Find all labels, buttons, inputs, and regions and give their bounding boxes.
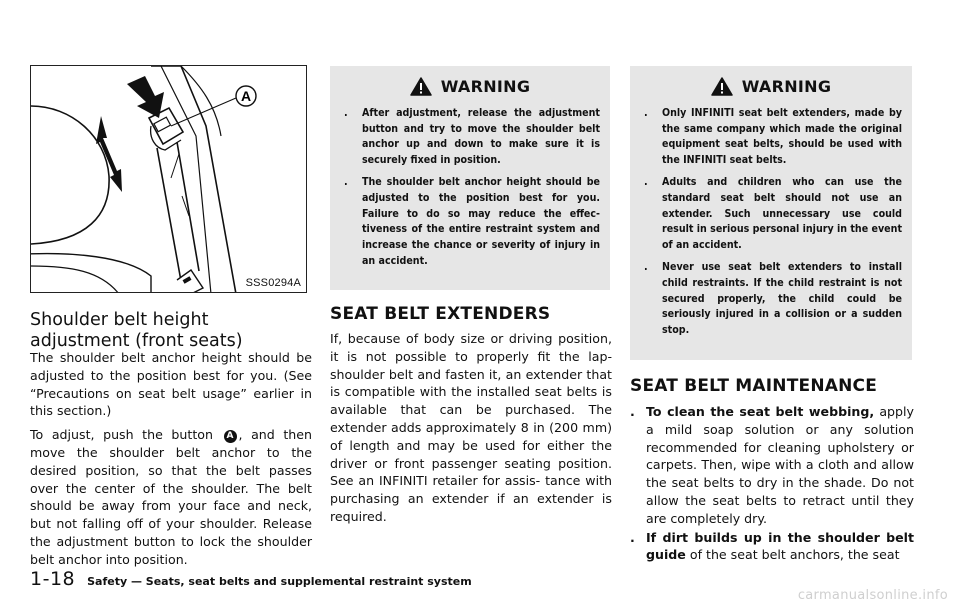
text-span: To adjust, push the button (30, 427, 222, 443)
watermark: carmanualsonline.info (797, 588, 948, 603)
section-title-extenders: SEAT BELT EXTENDERS (330, 304, 551, 324)
bullet-icon: . (644, 176, 648, 189)
warning-header (330, 66, 610, 106)
list-item-lead: If dirt builds up in the shoulder belt guide (646, 529, 914, 563)
list-item-text: Adults and children who can use the standard seat belt should not use an extender. Such unnecessary use could result in serious personal injury in the event of an accident. (662, 176, 902, 252)
section-title-shoulder-belt: Shoulder belt height adjustment (front seats) (30, 310, 243, 351)
paragraph-adjust (30, 426, 312, 568)
warning-box-adjustment (330, 66, 610, 290)
illustration-figure (30, 65, 307, 293)
warning-icon (711, 77, 733, 96)
warning-heading: WARNING (741, 76, 832, 96)
section-title-maintenance: SEAT BELT MAINTENANCE (630, 376, 878, 396)
maintenance-list (630, 403, 914, 565)
list-item (340, 106, 600, 169)
list-item-text: Only INFINITI seat belt extenders, made by the same company which made the original equipment seat belts, should be used with the INFINITI seat belts. (662, 107, 902, 167)
bullet-icon: . (630, 529, 635, 545)
page-number: 1-18 (30, 568, 76, 590)
warning-list (630, 106, 912, 353)
list-item (630, 529, 914, 565)
list-item (640, 106, 902, 169)
bullet-icon: . (630, 404, 635, 419)
extenders-text: If, because of body size or driving position, it is not possible to properly fit the lap- shoulder belt and fasten it, an extender that is compatible with the installed seat belts is available that can be purchased. The extender adds approximately 8 in (200 mm) of length and may be used for either the driver or front passenger seating position. See an INFINITI retailer for assis- tance with purchasing an extender if an extender is required. (330, 331, 612, 524)
callout-a-icon: A (224, 430, 237, 443)
list-item-text: Never use seat belt extenders to install child restraints. If the child restraint is not secured properly, the child could be seriously injured in a collision or a sudden stop. (662, 261, 902, 337)
warning-list (330, 106, 610, 284)
footer-section-name: Safety — Seats, seat belts and supplemental restraint system (87, 575, 472, 588)
paragraph: The shoulder belt anchor height should be adjusted to the position best for you. (See “Precautions on seat belt usage” earlier in this section.) (30, 350, 312, 419)
text-span: , and then move the shoulder belt anchor to the desired position, so that the belt passes over the center of the shoulder. The belt should be away from your face and neck, but not falling off of your shoulder. Release the adjustment button to lock the shoulder belt anchor into position. (30, 427, 312, 567)
list-item-lead: To clean the seat belt webbing, (646, 404, 875, 419)
bullet-icon: . (344, 107, 348, 119)
bullet-icon: . (644, 107, 648, 119)
page-footer (30, 568, 472, 590)
list-item-text: The shoulder belt anchor height should be adjusted to the position best for you. Failure to do so may reduce the effec- tiveness of the entire restraint system and increase the chance or severity of injury in an accident. (362, 176, 600, 267)
bullet-icon: . (344, 176, 348, 189)
shoulder-belt-text (30, 349, 312, 575)
list-item-text (646, 529, 914, 565)
bullet-icon: . (644, 261, 648, 274)
list-item (340, 175, 600, 269)
callout-a-label: A (240, 88, 252, 104)
list-item (630, 403, 914, 528)
warning-header (630, 66, 912, 106)
list-item (640, 175, 902, 254)
warning-box-extenders (630, 66, 912, 360)
list-item-body: apply a mild soap solution or any solution recommended for cleaning upholstery or carpets. Then, wipe with a cloth and allow the seat belts to dry in the shade. Do not allow the seat belts to retract until they are completely dry. (646, 404, 914, 526)
list-item-text (646, 403, 914, 528)
list-item (640, 260, 902, 339)
warning-heading: WARNING (440, 76, 531, 96)
list-item-text: After adjustment, release the adjustment button and try to move the shoulder belt anchor up and down to make sure it is securely fixed in position. (362, 107, 600, 167)
seat-belt-anchor-illustration (31, 66, 307, 293)
list-item-body: of the seat belt anchors, the seat (685, 547, 900, 563)
figure-code: SSS0294A (245, 277, 301, 289)
warning-icon (410, 77, 432, 96)
